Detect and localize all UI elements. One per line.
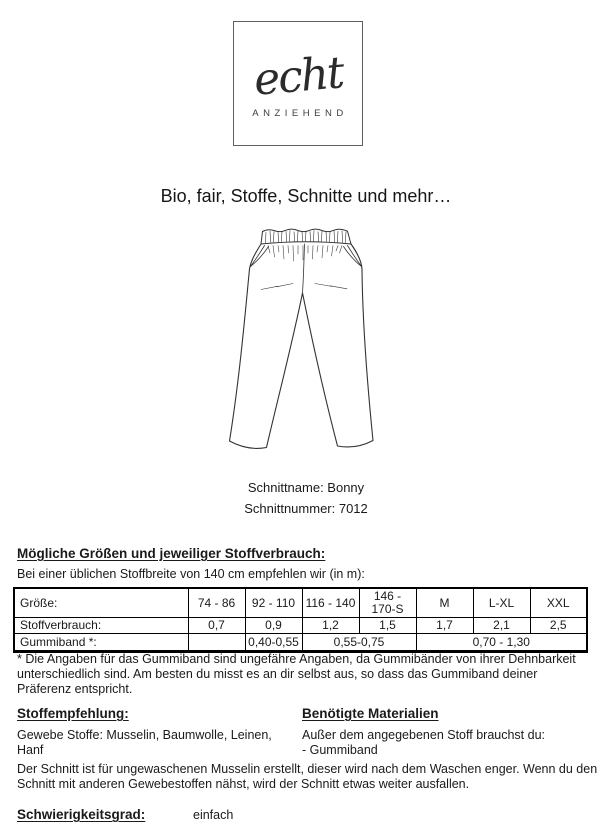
table-row-fabric bbox=[14, 618, 587, 634]
fabric-col-5: 2,1 bbox=[473, 618, 530, 634]
difficulty-row bbox=[17, 806, 417, 828]
sizes-intro-text: Bei einer üblichen Stoffbreite von 140 cm empfehlen wir (in m): bbox=[17, 567, 365, 581]
size-consumption-table bbox=[13, 587, 588, 653]
sizes-section-heading: Mögliche Größen und jeweiliger Stoffverbrauch: bbox=[17, 546, 326, 561]
elastic-col-1: 0,40-0,55 bbox=[245, 634, 302, 652]
fabric-col-2: 1,2 bbox=[302, 618, 359, 634]
fabric-col-0: 0,7 bbox=[188, 618, 245, 634]
row-label-size: Größe: bbox=[14, 588, 188, 618]
materials-intro: Außer dem angegebenen Stoff brauchst du: bbox=[302, 728, 545, 742]
fabric-col-3: 1,5 bbox=[359, 618, 416, 634]
pattern-name: Schnittname: Bonny bbox=[247, 480, 365, 495]
fabric-body: Gewebe Stoffe: Musselin, Baumwolle, Leinen, Hanf bbox=[17, 728, 272, 757]
row-label-fabric: Stoffverbrauch: bbox=[14, 618, 188, 634]
fabric-heading: Stoffempfehlung: bbox=[17, 706, 129, 721]
pants-line-drawing-icon bbox=[211, 226, 401, 466]
size-col-0: 74 - 86 bbox=[188, 588, 245, 618]
elastic-col-0 bbox=[188, 634, 245, 652]
materials-heading: Benötigte Materialien bbox=[302, 706, 439, 721]
elastic-col-3: 0,70 - 1,30 bbox=[416, 634, 587, 652]
tagline: Bio, fair, Stoffe, Schnitte und mehr… bbox=[160, 186, 452, 206]
fabric-col-4: 1,7 bbox=[416, 618, 473, 634]
materials-item: - Gummiband bbox=[302, 743, 378, 757]
brand-logo bbox=[233, 21, 363, 146]
elastic-col-2: 0,55-0,75 bbox=[302, 634, 416, 652]
size-col-6: XXL bbox=[530, 588, 587, 618]
materials-section bbox=[302, 706, 597, 758]
fabric-recommendation-section bbox=[17, 706, 292, 758]
table-row-elastic bbox=[14, 634, 587, 652]
pattern-id-block bbox=[0, 477, 612, 519]
pattern-number: Schnittnummer: 7012 bbox=[244, 501, 368, 516]
difficulty-value: einfach bbox=[193, 808, 234, 822]
size-col-2: 116 - 140 bbox=[302, 588, 359, 618]
fabric-col-1: 0,9 bbox=[245, 618, 302, 634]
table-row-sizes bbox=[14, 588, 587, 618]
elastic-footnote: * Die Angaben für das Gummiband sind ungefähre Angaben, da Gummibänder von ihrer Dehnbarkeit unterschiedlich sind. Am besten du misst es an dir selbst aus, so dass das Gummiband deiner Präferenz entspricht. bbox=[17, 652, 576, 696]
shrink-note: Der Schnitt ist für ungewaschenen Musselin erstellt, dieser wird nach dem Waschen enger. Wenn du den Schnitt mit anderen Gewebestoffen nähst, wird der Schnitt etwas weiter ausfallen. bbox=[17, 762, 598, 791]
fabric-col-6: 2,5 bbox=[530, 618, 587, 634]
logo-script-text: echt bbox=[251, 46, 345, 106]
size-col-3: 146 - 170-S bbox=[359, 588, 416, 618]
logo-subtext: ANZIEHEND bbox=[252, 107, 348, 119]
difficulty-label: Schwierigkeitsgrad: bbox=[17, 807, 146, 822]
size-col-4: M bbox=[416, 588, 473, 618]
size-col-1: 92 - 110 bbox=[245, 588, 302, 618]
size-col-5: L-XL bbox=[473, 588, 530, 618]
row-label-elastic: Gummiband *: bbox=[14, 634, 188, 652]
